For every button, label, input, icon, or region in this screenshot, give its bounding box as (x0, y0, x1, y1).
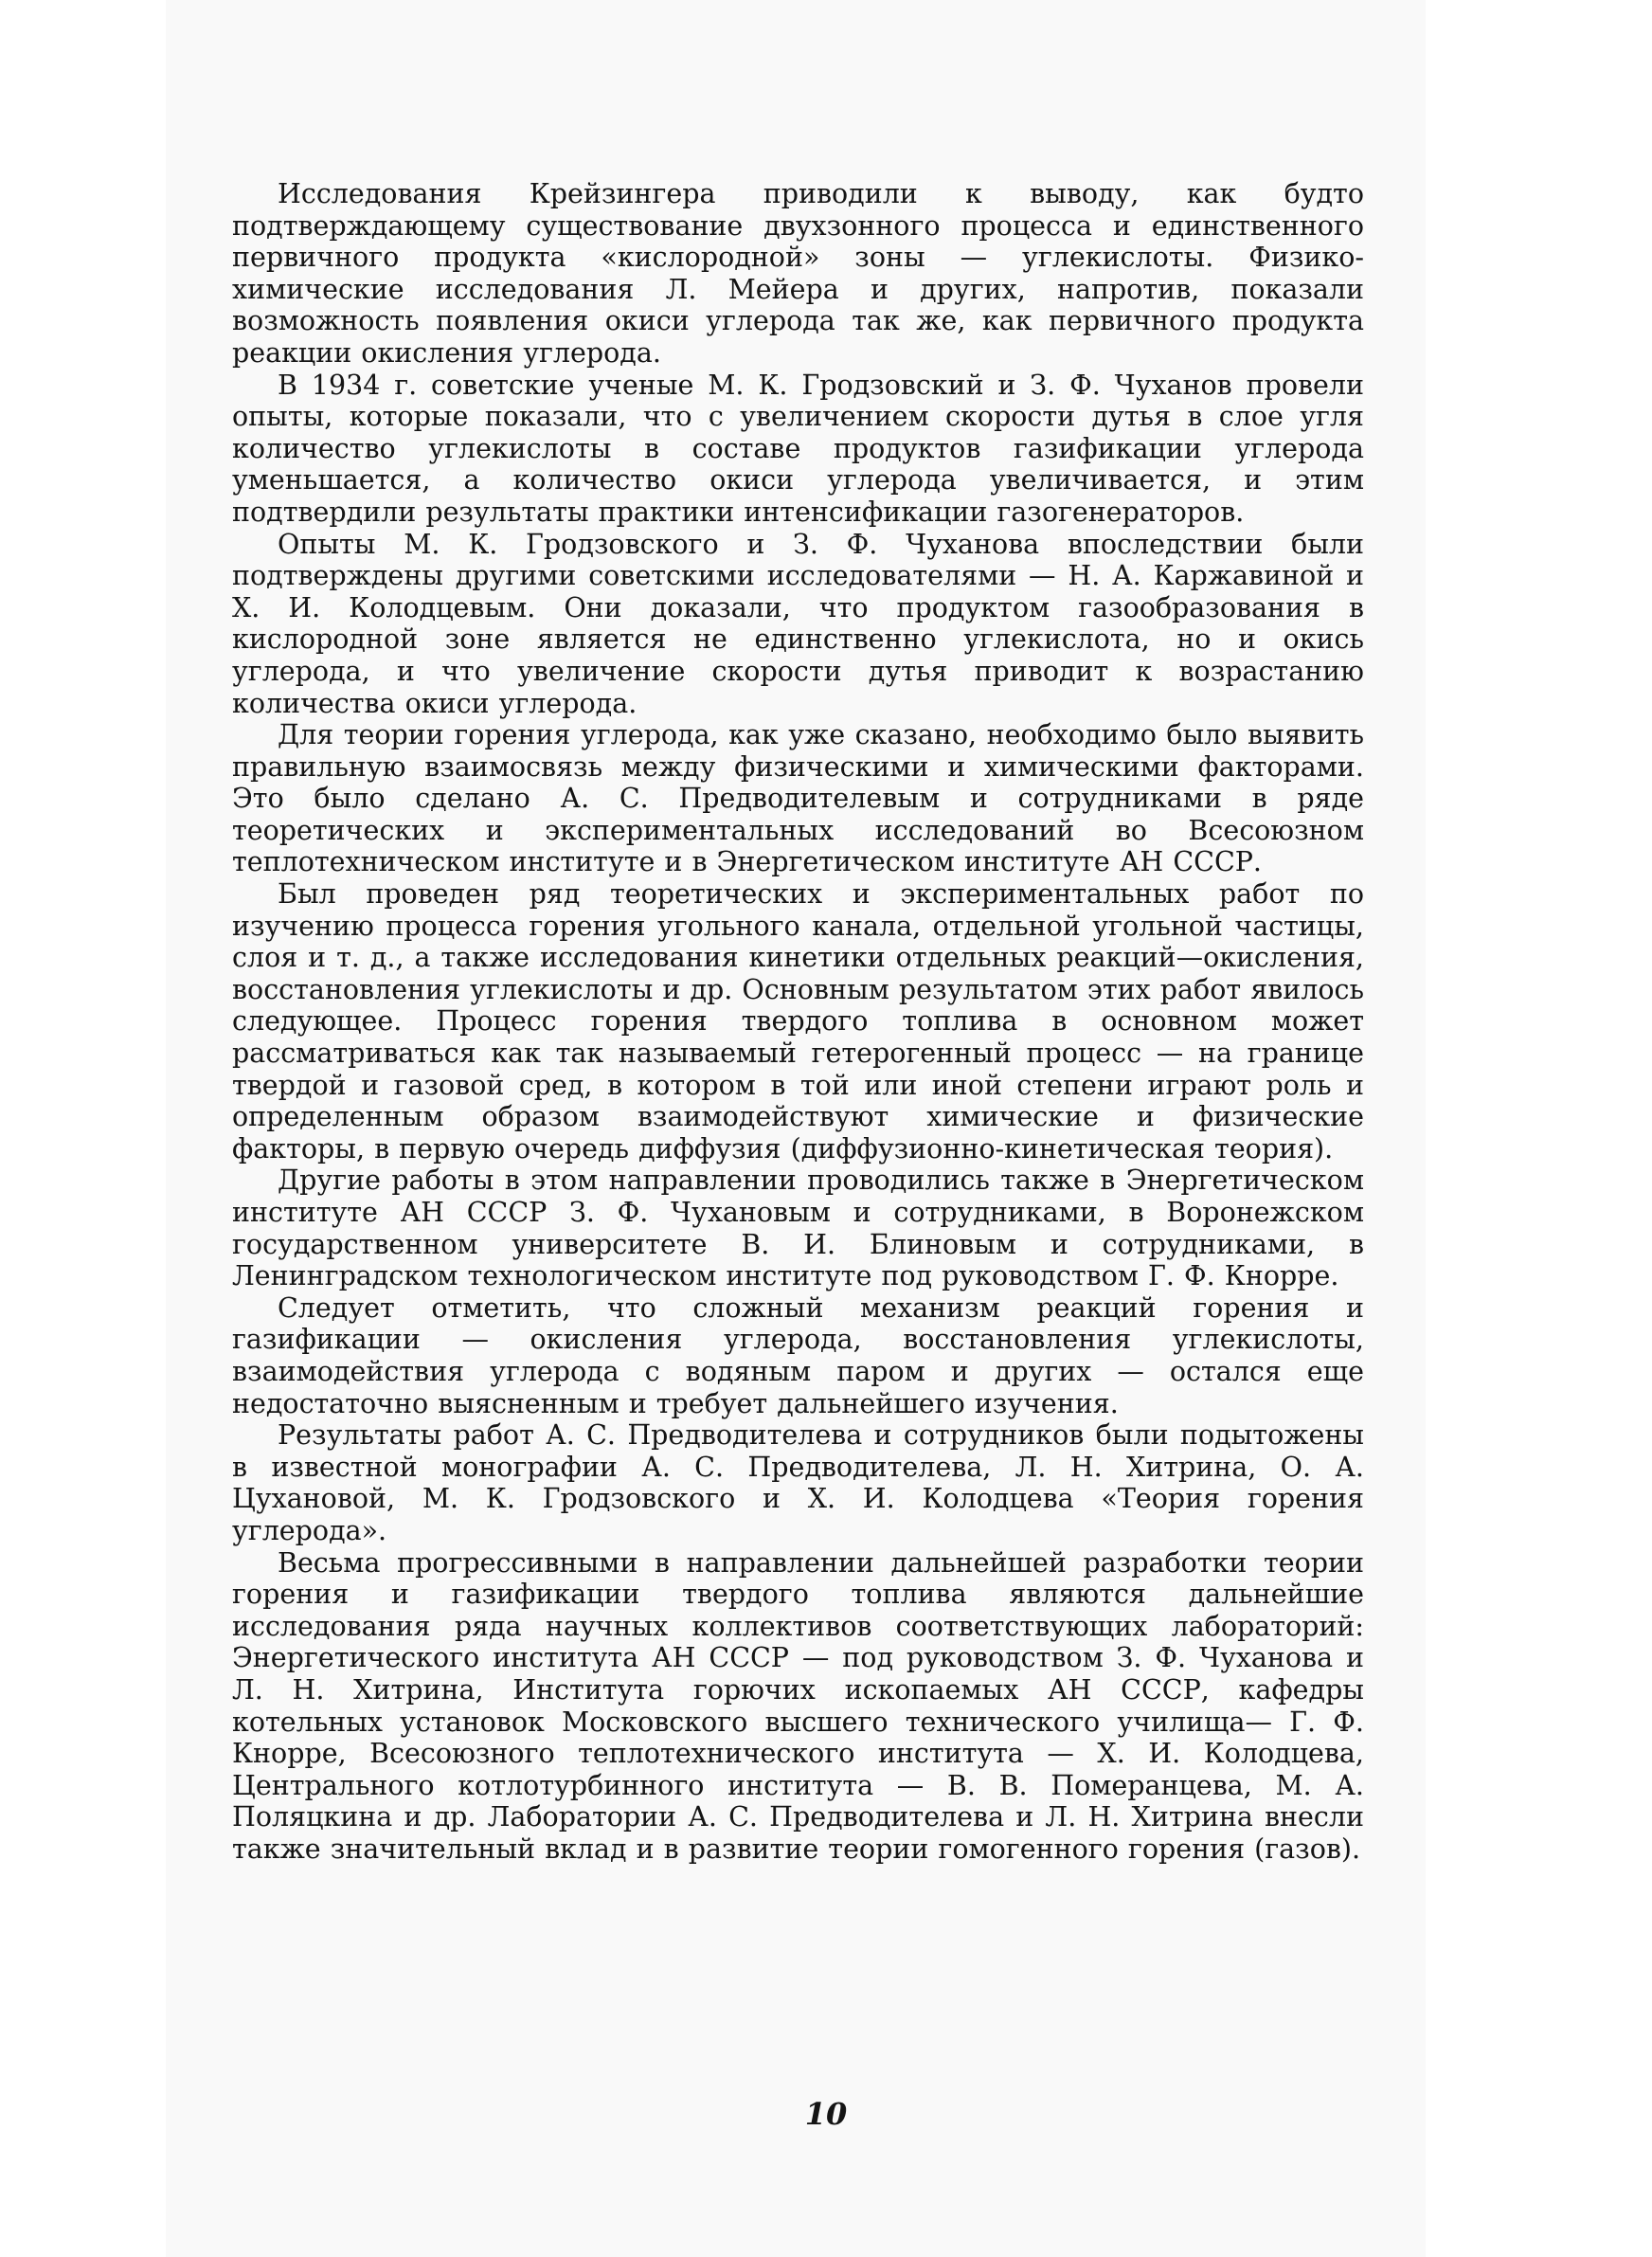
paragraph: Исследования Крейзингера приводили к выводу, как будто подтверждающему существование двухзонного процесса и единственного первичного продукта «кислородной» зоны — углекислоты. Физико-химические исследования Л. Мейера и других, напротив, показали возможность появления окиси углерода так же, как первичного продукта реакции окисления углерода. (232, 178, 1364, 369)
paragraph: Весьма прогрессивными в направлении дальнейшей разработки теории горения и газификации твердого топлива являются дальнейшие исследования ряда научных коллективов соответствующих лабораторий: Энергетического института АН СССР — под руководством З. Ф. Чуханова и Л. Н. Хитрина, Института горючих ископаемых АН СССР, кафедры котельных установок Московского высшего технического училища— Г. Ф. Кнорре, Всесоюзного теплотехнического института — Х. И. Колодцева, Центрального котлотурбинного института — В. В. Померанцева, М. А. Поляцкина и др. Лаборатории А. С. Предводителева и Л. Н. Хитрина внесли также значительный вклад и в развитие теории гомогенного горения (газов). (232, 1546, 1364, 1865)
paragraph: Другие работы в этом направлении проводились также в Энергетическом институте АН СССР З. Ф. Чухановым и сотрудниками, в Воронежском государственном университете В. И. Блиновым и сотрудниками, в Ленинградском технологическом институте под руководством Г. Ф. Кнорре. (232, 1165, 1364, 1292)
paragraph: Опыты М. К. Гродзовского и З. Ф. Чуханова впоследствии были подтверждены другими советскими исследователями — Н. А. Каржавиной и Х. И. Колодцевым. Они доказали, что продуктом газообразования в кислородной зоне является не единственно углекислота, но и окись углерода, и что увеличение скорости дутья приводит к возрастанию количества окиси углерода. (232, 528, 1364, 719)
paragraph: Результаты работ А. С. Предводителева и сотрудников были подытожены в известной монографии А. С. Предводителева, Л. Н. Хитрина, О. А. Цухановой, М. К. Гродзовского и Х. И. Колодцева «Теория горения углерода». (232, 1419, 1364, 1546)
paragraph: Для теории горения углерода, как уже сказано, необходимо было выявить правильную взаимосвязь между физическими и химическими факторами. Это было сделано А. С. Предводителевым и сотрудниками в ряде теоретических и экспериментальных исследований во Всесоюзном теплотехническом институте и в Энергетическом институте АН СССР. (232, 719, 1364, 878)
paragraph: Был проведен ряд теоретических и экспериментальных работ по изучению процесса горения угольного канала, отдельной угольной частицы, слоя и т. д., а также исследования кинетики отдельных реакций—окисления, восстановления углекислоты и др. Основным результатом этих работ явилось следующее. Процесс горения твердого топлива в основном может рассматриваться как так называемый гетерогенный процесс — на границе твердой и газовой сред, в котором в той или иной степени играют роль и определенным образом взаимодействуют химические и физические факторы, в первую очередь диффузия (диффузионно-кинетическая теория). (232, 878, 1364, 1165)
body-text (232, 178, 1364, 1865)
page-number: 10 (804, 2096, 848, 2132)
paragraph: Следует отметить, что сложный механизм реакций горения и газификации — окисления углерода, восстановления углекислоты, взаимодействия углерода с водяным паром и других — остался еще недостаточно выясненным и требует дальнейшего изучения. (232, 1291, 1364, 1419)
paragraph: В 1934 г. советские ученые М. К. Гродзовский и З. Ф. Чуханов провели опыты, которые показали, что с увеличением скорости дутья в слое угля количество углекислоты в составе продуктов газификации углерода уменьшается, а количество окиси углерода увеличивается, и этим подтвердили результаты практики интенсификации газогенераторов. (232, 369, 1364, 528)
